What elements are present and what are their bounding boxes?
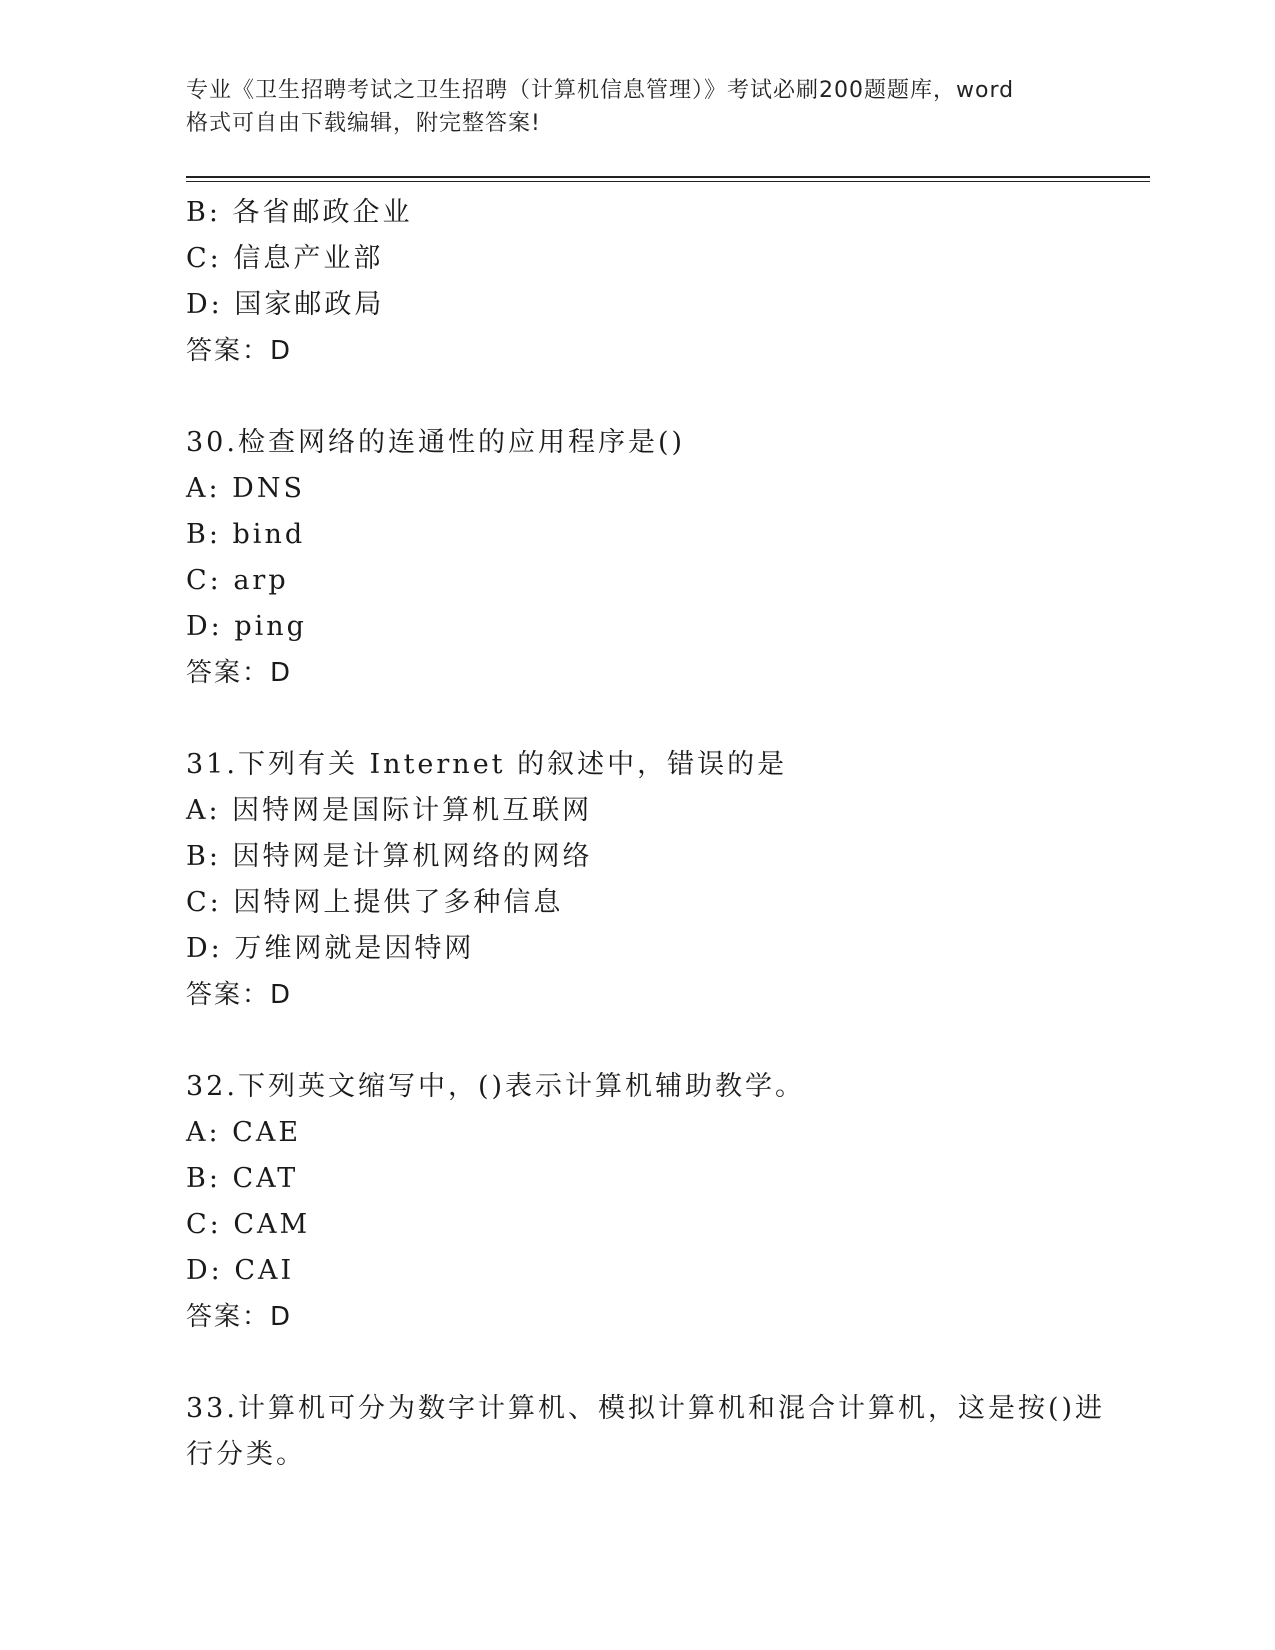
question-stem: 32.下列英文缩写中，()表示计算机辅助教学。 — [186, 1071, 806, 1102]
question-30 — [186, 420, 1116, 696]
question-29-partial — [186, 190, 1116, 374]
question-32 — [186, 1064, 1116, 1340]
option-d: D: 万维网就是因特网 — [186, 933, 475, 964]
option-d: D: ping — [186, 611, 307, 642]
option-d: D: 国家邮政局 — [186, 289, 385, 320]
answer-line: 答案：D — [186, 980, 293, 1010]
header-line-1: 专业《卫生招聘考试之卫生招聘（计算机信息管理）》考试必刷200题题库，word — [186, 78, 1015, 103]
option-c: C: arp — [186, 565, 289, 596]
question-31 — [186, 742, 1116, 1018]
question-stem-line-2: 行分类。 — [186, 1439, 306, 1470]
question-list — [186, 190, 1116, 1478]
answer-line: 答案：D — [186, 1302, 293, 1332]
answer-line: 答案：D — [186, 658, 293, 688]
option-b: B: 因特网是计算机网络的网络 — [186, 841, 593, 872]
document-header — [186, 74, 1086, 140]
header-rule-thin — [186, 181, 1150, 182]
option-c: C: 信息产业部 — [186, 243, 384, 274]
question-stem: 31.下列有关 Internet 的叙述中，错误的是 — [186, 749, 788, 780]
option-a: A: 因特网是国际计算机互联网 — [186, 795, 593, 826]
question-stem: 30.检查网络的连通性的应用程序是() — [186, 427, 686, 458]
option-a: A: DNS — [186, 473, 305, 504]
option-a: A: CAE — [186, 1117, 302, 1148]
question-stem-line-1: 33.计算机可分为数字计算机、模拟计算机和混合计算机，这是按()进 — [186, 1393, 1106, 1424]
header-rule-thick — [186, 176, 1150, 178]
answer-line: 答案：D — [186, 336, 293, 366]
option-b: B: CAT — [186, 1163, 299, 1194]
option-b: B: bind — [186, 519, 306, 550]
option-c: C: 因特网上提供了多种信息 — [186, 887, 564, 918]
header-line-2: 格式可自由下载编辑，附完整答案! — [186, 111, 541, 136]
option-d: D: CAI — [186, 1255, 295, 1286]
question-33 — [186, 1386, 1116, 1478]
option-b: B: 各省邮政企业 — [186, 197, 413, 228]
option-c: C: CAM — [186, 1209, 311, 1240]
